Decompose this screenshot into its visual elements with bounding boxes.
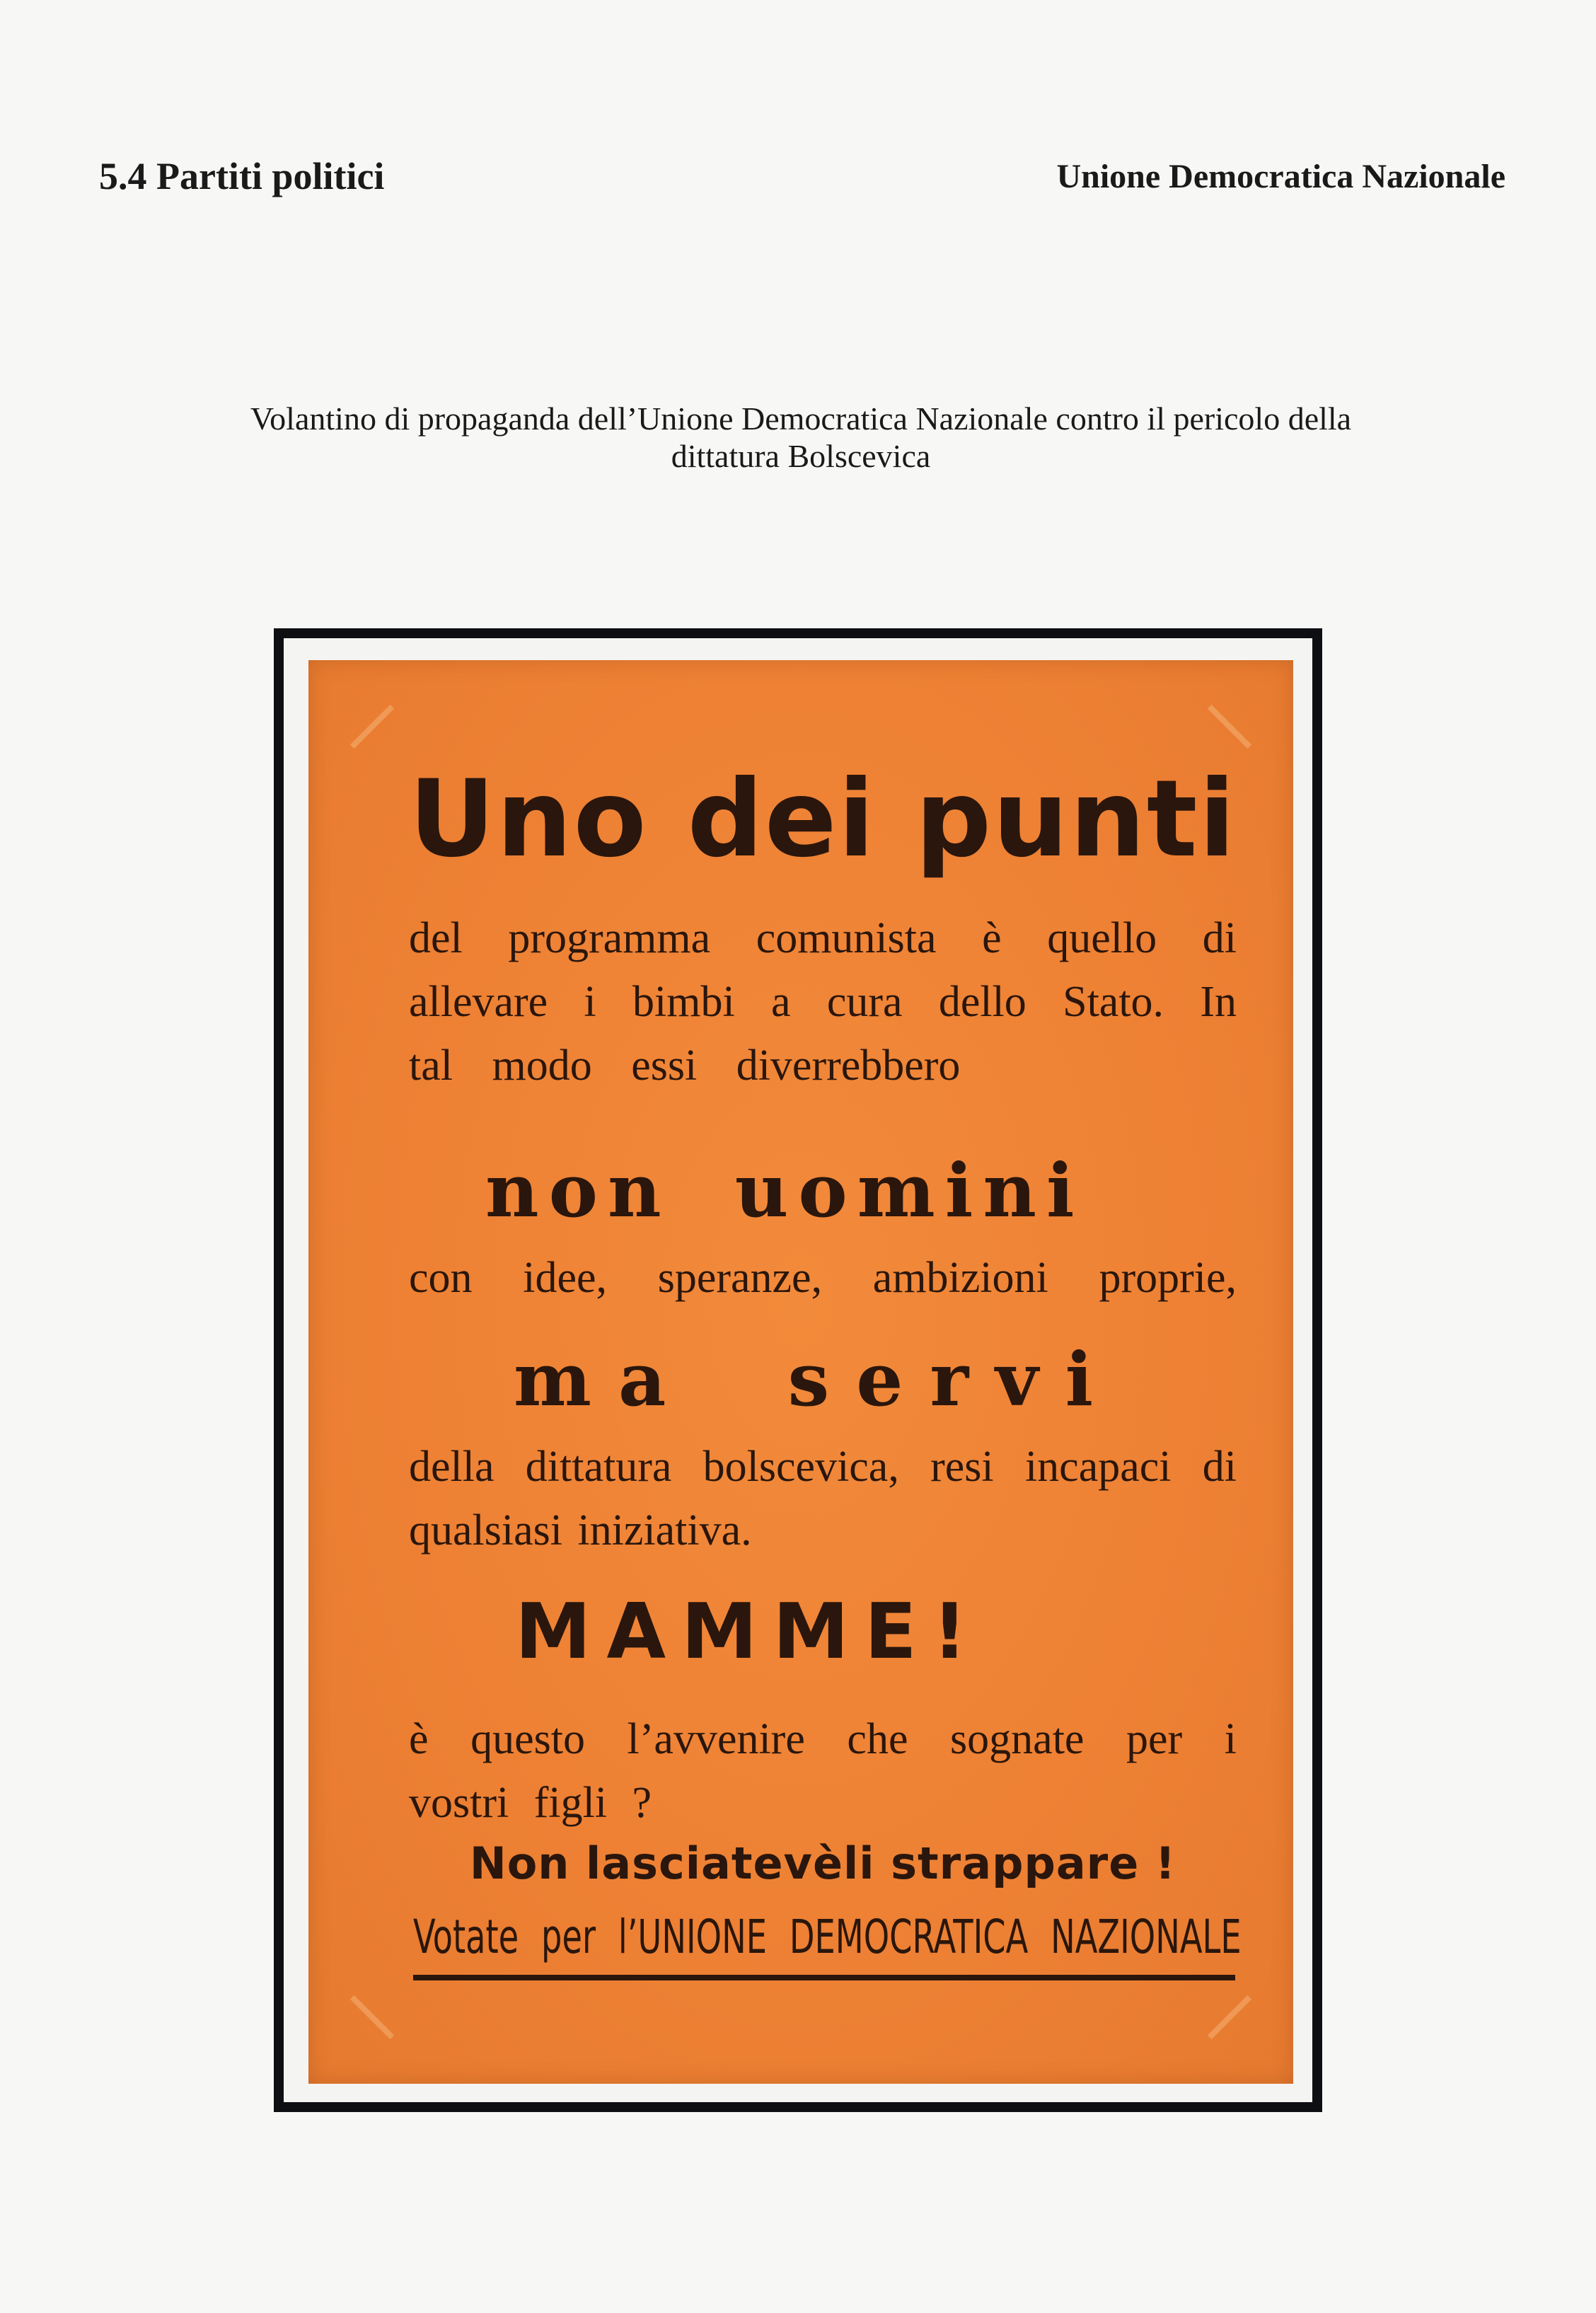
flyer-text-line: con idee, speranze, ambizioni proprie, bbox=[409, 1254, 1237, 1302]
flyer-text-line: vostri figli ? bbox=[409, 1779, 652, 1827]
caption-line-2: dittatura Bolscevica bbox=[671, 437, 931, 474]
flyer-vote-call: Votate per l’UNIONE DEMOCRATICA NAZIONALE bbox=[413, 1910, 1242, 1964]
flyer-text-line: allevare i bimbi a cura dello Stato. In bbox=[409, 978, 1237, 1026]
corner-mount-mark bbox=[1208, 705, 1251, 749]
flyer-text-line: qualsiasi iniziativa. bbox=[409, 1506, 752, 1555]
flyer-exclamation: MAMME! bbox=[515, 1588, 983, 1676]
flyer-paragraph-4 bbox=[409, 1707, 1237, 1835]
flyer-frame bbox=[274, 628, 1322, 2112]
propaganda-flyer bbox=[308, 660, 1293, 2084]
frame-mat bbox=[284, 638, 1312, 2102]
corner-mount-mark bbox=[1208, 1995, 1251, 2039]
corner-mount-mark bbox=[350, 1995, 394, 2039]
flyer-emphasis-non-uomini: non uomini bbox=[485, 1147, 1085, 1234]
flyer-text-line: della dittatura bolscevica, resi incapaci di bbox=[409, 1443, 1237, 1491]
flyer-paragraph-3 bbox=[409, 1435, 1237, 1562]
caption-line-1: Volantino di propaganda dell’Unione Democratica Nazionale contro il pericolo della bbox=[250, 400, 1352, 437]
vote-underline bbox=[413, 1975, 1235, 1980]
flyer-emphasis-ma-servi: ma servi bbox=[514, 1336, 1121, 1423]
flyer-headline: Uno dei punti bbox=[409, 758, 1237, 881]
figure-caption bbox=[0, 400, 1596, 475]
party-heading: Unione Democratica Nazionale bbox=[1056, 158, 1505, 195]
corner-mount-mark bbox=[350, 705, 394, 749]
flyer-paragraph-2 bbox=[409, 1246, 1237, 1310]
flyer-paragraph-1 bbox=[409, 906, 1237, 1097]
flyer-text-line: del programma comunista è quello di bbox=[409, 914, 1237, 962]
section-heading: 5.4 Partiti politici bbox=[99, 155, 385, 197]
flyer-text-line: tal modo essi diverrebbero bbox=[409, 1042, 961, 1090]
flyer-slogan: Non lasciatevèli strappare ! bbox=[469, 1838, 1176, 1889]
flyer-text-line: è questo l’avvenire che sognate per i bbox=[409, 1715, 1237, 1763]
